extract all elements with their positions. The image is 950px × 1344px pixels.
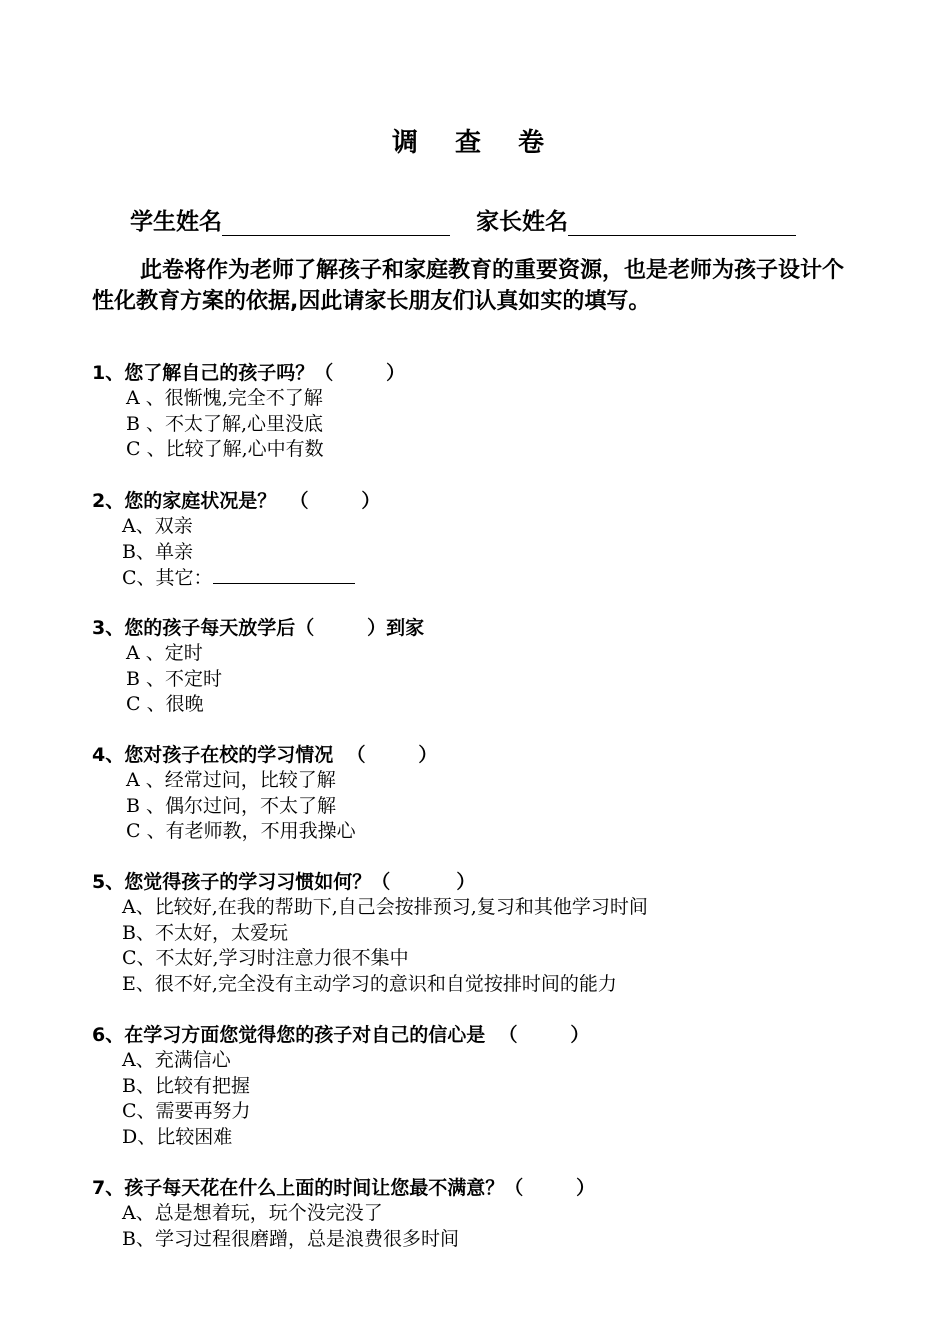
option[interactable]: C 、比较了解,心中有数 xyxy=(126,438,324,460)
question-5 xyxy=(92,869,648,997)
question-2 xyxy=(92,488,380,592)
student-name-label: 学生姓名 xyxy=(130,209,222,235)
option[interactable]: B、比较有把握 xyxy=(122,1074,250,1097)
question-text: 7、孩子每天花在什么上面的时间让您最不满意？（ ） xyxy=(92,1177,596,1199)
option[interactable]: B、单亲 xyxy=(122,540,193,563)
question-text: 6、在学习方面您觉得您的孩子对自己的信心是 （ ） xyxy=(92,1024,590,1046)
question-6 xyxy=(92,1022,589,1150)
option[interactable]: A、双亲 xyxy=(122,515,193,537)
parent-name-field[interactable] xyxy=(568,211,796,236)
option[interactable]: C 、有老师教，不用我操心 xyxy=(126,820,356,842)
parent-name-label: 家长姓名 xyxy=(476,209,568,235)
option[interactable]: B、不太好，太爱玩 xyxy=(122,921,288,944)
option[interactable]: B 、不定时 xyxy=(126,667,223,690)
question-3 xyxy=(92,615,424,718)
option[interactable]: A、充满信心 xyxy=(122,1049,231,1071)
question-4 xyxy=(92,742,437,845)
option[interactable]: B、学习过程很磨蹭，总是浪费很多时间 xyxy=(122,1227,459,1250)
option[interactable]: B 、不太了解,心里没底 xyxy=(126,412,324,435)
question-text: 2、您的家庭状况是？ （ ） xyxy=(92,490,381,512)
student-name-field[interactable] xyxy=(222,211,450,236)
question-text: 3、您的孩子每天放学后（ ）到家 xyxy=(92,617,425,639)
question-text: 5、您觉得孩子的学习习惯如何？（ ） xyxy=(92,871,476,893)
option[interactable]: A 、很惭愧,完全不了解 xyxy=(126,387,323,409)
option-other-label: C、其它： xyxy=(122,567,213,589)
option[interactable]: A 、经常过问，比较了解 xyxy=(126,769,336,791)
option-other[interactable] xyxy=(92,565,380,592)
option[interactable]: A 、定时 xyxy=(126,642,203,664)
option[interactable]: B 、偶尔过问，不太了解 xyxy=(126,794,337,817)
question-text: 4、您对孩子在校的学习情况 （ ） xyxy=(92,744,438,766)
option[interactable]: C 、很晚 xyxy=(126,693,204,715)
option[interactable]: A、总是想着玩，玩个没完没了 xyxy=(122,1202,383,1224)
intro-paragraph: 此卷将作为老师了解孩子和家庭教育的重要资源，也是老师为孩子设计个性化教育方案的依据,因此请家长朋友们认真如实的填写。 xyxy=(92,258,845,314)
question-7 xyxy=(92,1175,595,1252)
option[interactable]: D、比较困难 xyxy=(122,1125,233,1148)
question-text: 1、您了解自己的孩子吗？（ ） xyxy=(92,362,406,384)
option[interactable]: C、不太好,学习时注意力很不集中 xyxy=(122,947,409,969)
page-title: 调 查 卷 xyxy=(391,128,559,158)
option[interactable]: C、需要再努力 xyxy=(122,1100,251,1122)
name-fields xyxy=(130,203,850,236)
other-fill-field[interactable] xyxy=(213,565,355,584)
question-1 xyxy=(92,360,405,463)
option[interactable]: E、很不好,完全没有主动学习的意识和自觉按排时间的能力 xyxy=(122,972,617,995)
option[interactable]: A、比较好,在我的帮助下,自己会按排预习,复习和其他学习时间 xyxy=(122,896,648,918)
